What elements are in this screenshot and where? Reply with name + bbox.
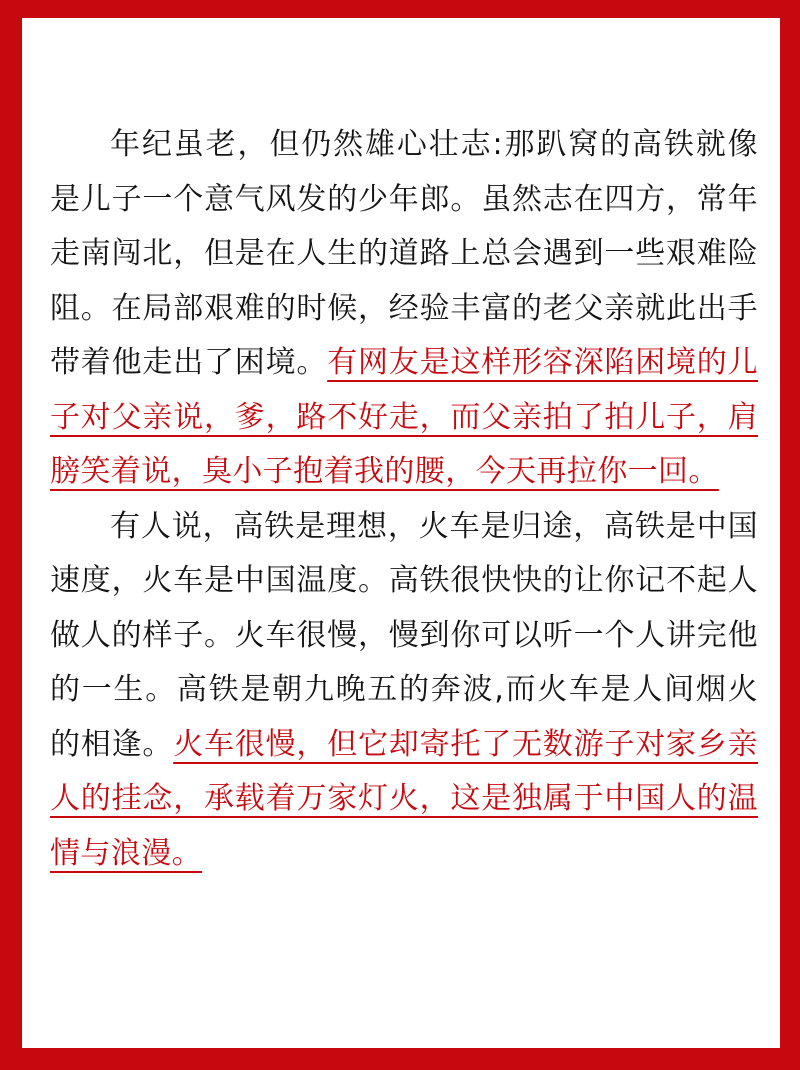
paragraph-1 — [50, 118, 758, 500]
paragraph-1-text: 年纪虽老，但仍然雄心壮志:那趴窝的高铁就像是儿子一个意气风发的少年郎。虽然志在四方，常年走南闯北，但是在人生的道路上总会遇到一些艰难险阻。在局部艰难的时候，经验丰富的老父亲就此出手带着他走出了困境。 — [50, 127, 758, 380]
paragraph-2-text: 有人说，高铁是理想，火车是归途，高铁是中国速度，火车是中国温度。高铁很快快的让你记不起人做人的样子。火车很慢，慢到你可以听一个人讲完他的一生。高铁是朝九晚五的奔波,而火车是人间烟火的相逢。 — [50, 508, 758, 762]
article-body — [50, 118, 758, 881]
paragraph-1-highlight: 有网友是这样形容深陷困境的儿子对父亲说，爹，路不好走，而父亲拍了拍儿子，肩膀笑着说，臭小子抱着我的腰，今天再拉你一回。 — [50, 345, 758, 489]
paragraph-2 — [50, 500, 758, 882]
paragraph-2-highlight: 火车很慢，但它却寄托了无数游子对家乡亲人的挂念，承载着万家灯火，这是独属于中国人的温情与浪漫。 — [50, 726, 758, 871]
